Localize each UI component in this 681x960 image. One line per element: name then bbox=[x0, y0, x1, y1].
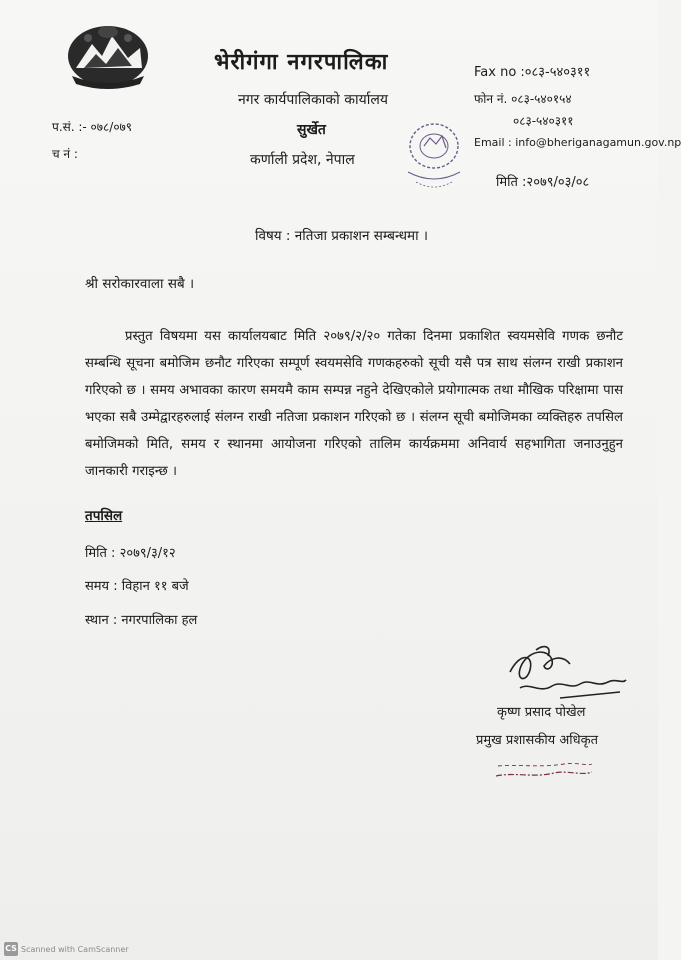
salutation: श्री सरोकारवाला सबै । bbox=[85, 276, 195, 292]
office-seal-stamp bbox=[402, 112, 466, 194]
letter-subject: विषय : नतिजा प्रकाशन सम्बन्धमा । bbox=[255, 228, 429, 244]
signature-scribble bbox=[500, 642, 632, 704]
details-date: मिति : २०७९/३/१२ bbox=[85, 546, 176, 561]
details-venue: स्थान : नगरपालिका हल bbox=[85, 613, 198, 628]
signatory-designation: प्रमुख प्रशासकीय अधिकृत bbox=[476, 733, 599, 748]
fax-number: Fax no :०८३-५४०३११ bbox=[474, 65, 591, 80]
designation-stamp bbox=[494, 758, 594, 784]
reference-number: प.सं. :- ०७८/०७९ bbox=[52, 120, 133, 134]
province-name: कर्णाली प्रदेश, नेपाल bbox=[250, 152, 355, 168]
camscanner-watermark: Scanned with CamScanner bbox=[21, 945, 129, 954]
camscanner-logo-icon: CS bbox=[4, 942, 18, 956]
signatory-name: कृष्ण प्रसाद पोखेल bbox=[497, 705, 586, 720]
office-name: नगर कार्यपालिकाको कार्यालय bbox=[238, 92, 388, 108]
dispatch-number: च नं : bbox=[52, 147, 78, 161]
phone-number-2: ०८३-५४०३११ bbox=[513, 114, 574, 128]
org-name: भेरीगंगा नगरपालिका bbox=[214, 50, 389, 75]
place-name: सुर्खेत bbox=[297, 122, 326, 138]
phone-number-1: फोन नं. ०८३-५४०१५४ bbox=[474, 92, 572, 106]
details-heading: तपसिल bbox=[85, 508, 123, 524]
nepal-emblem-logo bbox=[62, 18, 154, 90]
letter-date: मिति :२०७९/०३/०८ bbox=[496, 175, 590, 190]
details-time: समय : विहान ११ बजे bbox=[85, 579, 189, 594]
body-paragraph: प्रस्तुत विषयमा यस कार्यालयबाट मिति २०७९/२/२० गतेका दिनमा प्रकाशित स्वयमसेवि गणक छनौट सम्बन्धि सूचना बमोजिम छनौट गरिएका सम्पूर्ण स्वयमसेवि गणकहरुको सूची यसै पत्र साथ संलग्न राखी प्रकाशन गरिएको छ । समय अभावका कारण समयमै काम सम्पन्न नहुने देखिएकोले प्रयोगात्मक तथा मौखिक परिक्षामा पास भएका सबै उम्मेद्वारहरुलाई संलग्न राखी नतिजा प्रकाशन गरिएको छ । संलग्न सूची बमोजिमका व्यक्तिहरु तपसिल बमोजिमको मिति, समय र स्थानमा आयोजना गरिएको तालिम कार्यक्रममा अनिवार्य सहभागिता जनाउनुहुन जानकारी गराइन्छ । bbox=[85, 329, 623, 479]
email-address: Email : info@bheriganagamun.gov.np bbox=[474, 136, 681, 149]
